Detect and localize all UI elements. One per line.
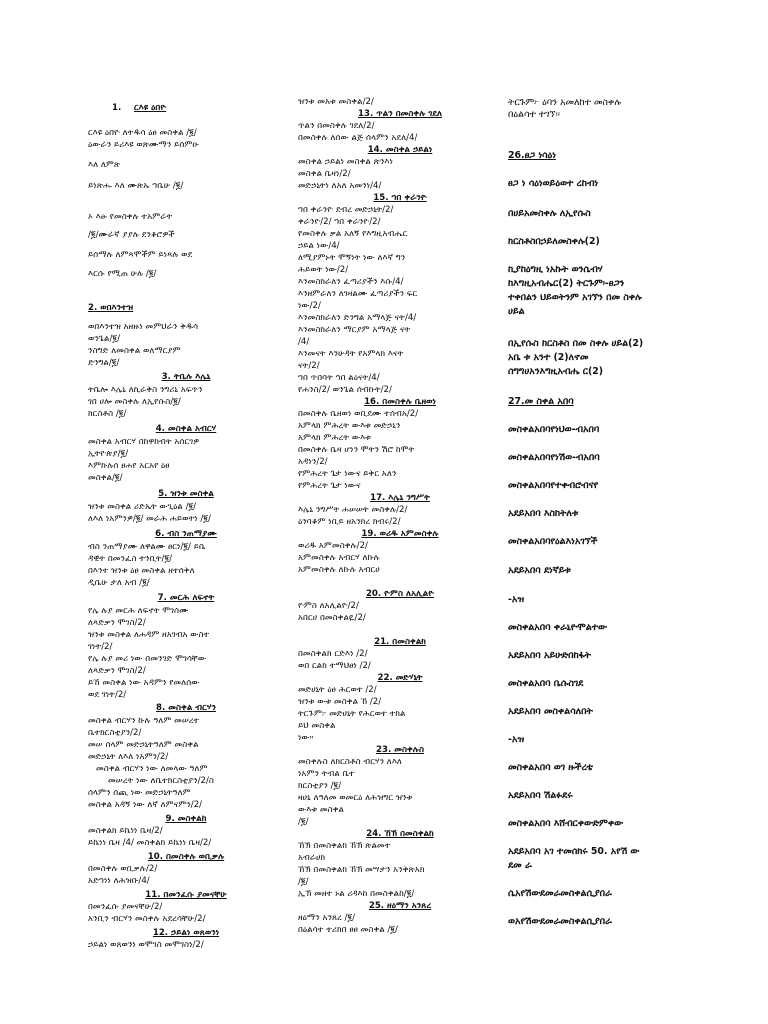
text-line: መስቀልአበባየተቀብሮብናየ — [508, 480, 599, 491]
text-line: መስቀልክ ይኬነነ ቤዛ/2/ — [88, 826, 163, 836]
text-line: ዲቤሁ ታለ አብ /፪/ — [88, 578, 150, 588]
text-line: ዝንቱ መአቱ መስቀል/2/ — [298, 97, 374, 107]
section-heading: 12. ኃይልነ ወጸወንነ — [152, 928, 220, 938]
text-line: እንመናት እንሁዳት የአምላክ እናት — [298, 349, 404, 359]
text-line: /፪/ — [298, 877, 309, 887]
section-heading: 2. ወበእንተዝ — [88, 303, 134, 313]
text-line: በእንተ ዝንቱ ዕፀ መስቀል ዘተሰቅለ — [88, 566, 195, 576]
text-line: ነው። — [298, 733, 314, 743]
text-line: ወደ ገነት/2/ — [88, 690, 127, 700]
text-line: ይነጽሑ እለ ሙጽኡ ኀቤሁ /፪/ — [88, 181, 184, 191]
text-line: አድኀነነ ለሕዝቡ/4/ — [88, 876, 150, 886]
section-heading: 23. መስቀሉስ — [376, 745, 424, 755]
text-line: የሌ ሉያ መሪ ነው በመንገድ ሞገሳቸው — [88, 654, 207, 664]
text-line: አምላክ ምሕረት ውእቱ መድኃኒን — [298, 421, 401, 431]
text-line: መድኃኒትነ ለአለ አመንነ/4/ — [298, 181, 382, 191]
section-heading: 25. ዘዕማን አንጸረ — [368, 901, 432, 911]
text-line: ትርጉም፦ መድሀኒት የሕርወተ ተክል — [298, 709, 406, 719]
text-line: አደይአበባ አይሁድበከፋት — [508, 650, 591, 661]
section-heading: 7. መርሕ ለፍኖት — [157, 593, 215, 603]
text-line: ኢኽ መዘተ ኑል ሪዳእከ በመስቀልከ/፪/ — [298, 889, 415, 899]
text-line: ድንግል/፪/ — [88, 358, 120, 368]
text-line: ክርስቶስ /፪/ — [88, 409, 127, 419]
text-line: ዝንቱ መስቀል ለሐዳም ዘአገብአ ውስተ — [88, 630, 210, 640]
text-line: መስቀል አዳኝ ነው ለኛ ለምናምን/2/ — [88, 800, 203, 810]
section-heading: 22. መድሃኒት — [377, 673, 423, 683]
text-line: ወበእንተዝ አዘዙነ መምህራን ቅዱሳ — [88, 322, 199, 332]
section-heading: 6. ብስ ንጠማያሙ — [155, 529, 217, 539]
text-line: ዝንቱ ውቱ መስቀል ኸ /2/ — [298, 697, 382, 707]
text-line: መስቀል ቤዛነ/2/ — [298, 169, 351, 179]
text-line: ዘዕማን አንጸረ /፪/ — [298, 913, 356, 923]
text-line: መስቀልአበባ ወገ ዙችረቴ — [508, 762, 593, 773]
text-line: መስቀልአበባየነሽወ-ብአበባ — [508, 452, 600, 463]
section-heading: 14. መስቀል ኃይልነ — [367, 145, 433, 155]
text-line: መስቀል/፪/ — [88, 473, 123, 483]
text-line: ነአምን ትብል ቤተ — [298, 769, 355, 779]
text-line: /፪/ — [298, 817, 309, 827]
text-line: መስቀልአበባ ቤሱስገደ — [508, 678, 584, 689]
text-line: ጥልን በመስቀሉ ገደለ/2/ — [298, 121, 375, 131]
text-line: መስቀል ብርሃን ኩሉ ዓለም መሠረተ — [88, 716, 200, 726]
text-line: የሌ ሉያ መርሕ ለፍኖት ሞገሰሙ — [88, 606, 189, 616]
text-line: -አዝ — [508, 734, 525, 745]
text-line: ኃይልነ ወጸወንነ ወሞገስ መሞገስነ/2/ — [88, 940, 204, 950]
text-line: እንዘምራለን ለገዛልሙ ፈጣሪያችን ፍር — [298, 289, 418, 299]
text-line: እርሱ የሚጠ ሁሉ /፪/ — [88, 269, 157, 279]
text-line: በኢየሱስ ክርስቶስ በመ ስቀሉ ሀይል(2) — [508, 338, 644, 349]
text-line: ለሚያምኑት ሞኝነት ነው ለእኛ ግን — [298, 253, 406, 263]
text-line: መሠረት ነው ለቤተክርስቲያን/2/ስ — [108, 776, 214, 786]
text-line: ደመ ራ — [508, 860, 532, 871]
text-line: ኃይል ነው/4/ — [298, 241, 340, 251]
section-heading: 9. መስቀልከ — [165, 814, 207, 824]
section-heading: 17. እሌኒ ንግሥት — [370, 493, 430, 503]
text-line: ወሪዱ አምመስቀሉ/2/ — [298, 541, 368, 551]
text-line: ሰግግሀአንእግዚአብሔ ር(2) — [508, 366, 604, 377]
text-line: የሐንስ/2/ ወንጌል ሰብኩት/2/ — [298, 385, 392, 395]
text-line: አምላክ ምሕረት ውእቱ — [298, 433, 371, 443]
text-line: መስቀል ብርሃን ነው ለመላው ዓለም — [96, 764, 208, 774]
text-line: የምሕረት ጌታ ነውና ይቅር አለን — [298, 469, 397, 479]
text-line: የመስቀሉ ቃል አለኝ የእግዚአብሔር — [298, 229, 408, 239]
text-line: መድኃኒት ለእለ ነአምን/2/ — [88, 752, 169, 762]
text-line: አቤ ቱ አንተ (2)ለኖመ — [508, 352, 589, 363]
text-line: ሕይወት ነው/2/ — [298, 265, 349, 275]
section-heading: 4. መስቀል አብርሃ — [155, 424, 217, 434]
text-line: መስቀልአበባየነህወ-ብአበባ — [508, 424, 600, 435]
text-line: አደይአበባ እስከትለቱ — [508, 508, 579, 519]
text-line: አደይአበባ ሽልፉደሩ — [508, 790, 573, 801]
text-line: መስቀልአበባየዕልእነአገኘች — [508, 536, 598, 547]
text-line: አምመስቀሉ ለኩሉ አብርሀ — [298, 565, 380, 575]
text-line: ትርጉም፦ ዕባን አመለከተ መስቀሉ — [508, 97, 621, 108]
text-line: ሰላምን ሰጪ ነው መድኃኒትዓለም — [88, 788, 191, 798]
text-line: ይህ መስቀል — [298, 721, 336, 731]
text-line: ይኸ መስቀል ነው አዳምን የመለሰው — [88, 678, 200, 688]
text-line: በዕልሳተ ተሪክበ ፀፀ መስቀል /፪/ — [298, 925, 398, 935]
text-line: የምሕረት ጌታ ነውና — [298, 481, 361, 491]
text-line: ናት/2/ — [298, 361, 320, 371]
text-line: አደይአበባ መስቀልሳለበት — [508, 706, 593, 717]
text-line: -አዝ — [508, 594, 525, 605]
text-line: /4/ — [298, 337, 310, 347]
text-line: ወንጌል/፪/ — [88, 334, 120, 344]
text-line: ዕውራን ይሪእዩ ወጽሙማን ይሰምዑ — [88, 140, 199, 150]
text-line: ይኬነነ ቤዛ /4/ መስቀልክ ይኬነነ ቤዛ/2/ — [88, 838, 212, 848]
text-line: በመስቀሉ ቤዘወነ ወቢደሙ ተሰብአ/2/ — [298, 409, 419, 419]
section-heading: 10. በመስቀሉ ወቢቃሉ — [147, 852, 225, 862]
text-line: ዝንቱ መስቀል ሪድኤት ውጊዕል /፪/ — [88, 502, 197, 512]
text-line: ገነት/2/ — [88, 642, 113, 652]
text-line: አበርሀ በመስቀልዪ/2/ — [298, 613, 366, 623]
section-heading: 5. ዝንቱ መስቀል — [158, 489, 214, 499]
text-line: ብስ ንጠማያሙ ለዋልሙ ፀርነ/፪/ ይቤ — [88, 542, 206, 552]
section-heading: 16. በመስቀሉ ቤዘወነ — [364, 397, 436, 407]
text-line: በሀይአመስቀሉ ለኢየሱስ — [508, 208, 591, 219]
text-line: ከእግዚአብሔር(2) ትርጉም፡-ፀጋን — [508, 278, 625, 289]
text-line: ሴአየሽውደመራመስቀልሲያበራ — [508, 888, 612, 899]
text-line: ክርስቲያን /፪/ — [298, 781, 342, 791]
text-line: እንመስክራለን ማርያም አማላጅ ናት — [298, 325, 411, 335]
text-line: ኸኽ በመስቀልክ ኸኽ መሣታን አንቅጽአክ — [298, 865, 425, 875]
text-line: ወበ ርልክ ተማህፀነ /2/ — [298, 661, 371, 671]
text-line: እንመስክራለን ድንግል አማላጅ ናት/4/ — [298, 313, 417, 323]
text-line: እንመስክራለን ፈጣሪያችን እሱ/4/ — [298, 277, 404, 287]
text-line: አደይአበባ ደነኛይቱ — [508, 565, 571, 576]
text-line: ቤተክርስቲያን/2/ — [88, 728, 142, 738]
text-line: ለእለ ነአምንዎ/፪/ መራሕ ሐይወትነ /፪/ — [88, 514, 211, 524]
text-line: መስቀልአበባ እሸብርቀውድምቀው — [508, 818, 624, 829]
text-line: አዳነን/2/ — [298, 457, 328, 467]
text-line: አደይአበባ አገ ተመሰክሩ 50. አየሽ ው — [508, 846, 640, 857]
text-line: ፀጋ ነ ሳዕነወይዕወተ ረከብነ — [508, 178, 599, 189]
text-line: ክርስቶስበኃይለመስቀሉ(2) — [508, 236, 600, 247]
text-line: ዳዊት በመንፈስ ትንቢት/፪/ — [88, 554, 173, 564]
text-line: ይሰማሉ ለምጻሞችም ይነጻሉ ወደ — [88, 250, 193, 260]
text-line: ገበ ሀሎ መስቀሉ ለኢየሱስ/፪/ — [88, 397, 181, 407]
section-heading: 21. በመስቀልክ — [374, 637, 426, 647]
text-line: ኸኽ በመስቀልክ ኸኽ ጽልመተ — [298, 841, 391, 851]
text-line: በመስቀሉ ወቢቃሉ/2/ — [88, 864, 158, 874]
text-line: መድሀኒት ዕፀ ሕርወተ /2/ — [298, 685, 377, 695]
text-line: አንቢን ብርሃን መስቀሉ አደረሳቸሁ/2/ — [88, 914, 206, 924]
text-line: መስቀሉስ ለክርስቶስ ብርሃን ለእለ — [298, 757, 402, 767]
section-heading: 20. ዮምስ ለአሊልዮ — [365, 589, 435, 599]
text-line: ነው/2/ — [298, 301, 321, 311]
text-line: መስቀል አብርሃ በከዋከብት አሰርገዎ — [88, 437, 200, 447]
text-line: ለጻድቃን ሞገስ/2/ — [88, 618, 146, 628]
section-heading: 26.ፀጋ ነሳዕነ — [508, 150, 556, 161]
text-line: በዕልሳተ ተገኘ፡፡ — [508, 109, 560, 120]
text-line: ወአየሽውደመራመስቀልሲያበራ — [508, 916, 612, 927]
text-line: መስቀል ኃይልነ መስቀል ጽንእነ — [298, 157, 393, 167]
text-line: ንስግድ ለመስቀል ወለማርያም — [88, 346, 181, 356]
text-line: ትቤሎ እሌኒ ለኪራቅስ ንግሪኒ አፍጥን — [88, 385, 203, 395]
section-heading: 27.መ ስቀል አበባ — [508, 396, 574, 407]
section-heading: 19. ወሪዱ አምመስቀሉ — [361, 529, 439, 539]
section-heading: 15. ኀበ ቀራንዮ — [373, 193, 427, 203]
text-line: ኀበ ጥበባት ኀበ ልዕናት/4/ — [298, 373, 380, 383]
text-line: መስቀልአበባ ቀራኒዮሞልተው — [508, 622, 607, 633]
text-line: ተቀበልን ህይወትንም አገኘን በመ ስቀሉ — [508, 292, 642, 303]
section-heading: 3. ትቤሉ እሌኒ — [161, 372, 211, 382]
section-heading: 8. መስቀል ብርሃን — [156, 703, 216, 713]
text-line: ኪያከዕግዚ ነአኩት ወንሴብሃ — [508, 264, 603, 275]
text-line: እሌኒ ንግሥት ሐሠሠት መስቀሉ/2/ — [298, 505, 408, 515]
text-line: በመስቀልክ ርድእነ /2/ — [298, 649, 368, 659]
text-line: እምኩሉሰ ፀሐየ አርአየ ዕፀ — [88, 461, 170, 471]
text-line: አብራሀክ — [298, 853, 326, 863]
text-line: ዛሀኒ ለዓለመ ወመርዕ ለሕዝግር ዝንቱ — [298, 793, 413, 803]
text-line: በመስቀሉ ቤዛ ሆነን ሞትን ሽሮ ከሞት — [298, 445, 415, 455]
text-line: አምመስቀሉ አብርሃ ለኩሉ — [298, 553, 380, 563]
text-line: /፪/ሙራኛ ያያሉ ደንቆሮዎች — [88, 230, 175, 240]
text-line: እለ ለምጽ — [88, 160, 121, 170]
text-line: ኢትዮጵያ/፪/ — [88, 449, 129, 459]
text-line: ሀይል — [508, 306, 525, 317]
text-line: ቀራንዮ/2/ ኀበ ቀራንዮ/2/ — [298, 217, 381, 227]
section-heading: ርእዩ ዕበዮ — [134, 103, 167, 113]
text-line: በመስቀሉ ለሰው ልጅ ሰላምን አደለ/4/ — [298, 133, 418, 143]
section-heading: 13. ጥልን በመስቀሉ ገደለ — [358, 109, 442, 119]
text-line: ውእቱ መስቀል — [298, 805, 344, 815]
section-heading: 24. ኸኽ በመስቀልከ — [366, 829, 434, 839]
text-line: 1. — [112, 103, 122, 113]
text-line: ኀበ ቀራንዮ ደብረ መድኃኒት/2/ — [298, 205, 394, 215]
text-line: በመንፈሱ ያመናቸሁ/2/ — [88, 902, 163, 912]
text-line: ለጻድቃን ሞገስ/2/ — [88, 666, 146, 676]
text-line: መሠ ሰላም መድኃኒትዓለም መስቀል — [88, 740, 199, 750]
text-line: ርእዩ ዕበዮ ለትዱሳ ዕፀ መስቀል /፪/ — [88, 128, 197, 138]
text-line: ኦ እፁ የመስቀሉ ተአምራት — [88, 212, 173, 222]
section-heading: 11. በመንፈሱ ያመናቸሁ — [145, 890, 227, 900]
text-line: ዕንባቆም ነቢይ ዘአንክረ ክብሩ/2/ — [298, 517, 401, 527]
text-line: ዮምስ ለአሊልዮ/2/ — [298, 601, 359, 611]
